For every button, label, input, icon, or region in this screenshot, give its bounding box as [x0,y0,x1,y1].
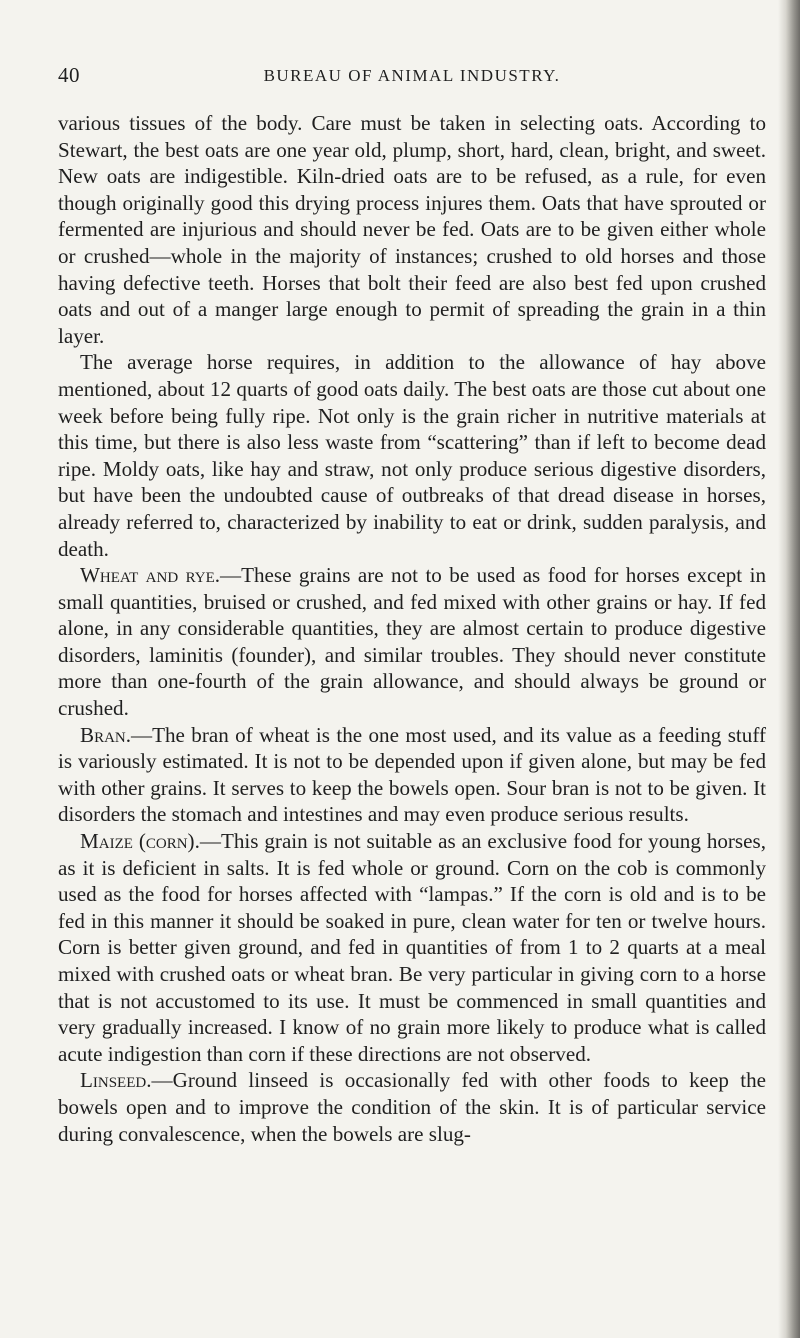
binding-shadow [778,0,800,1338]
paragraph-lead: Linseed. [80,1068,152,1093]
paragraph-lead: Maize (corn). [80,829,200,854]
paragraph-maize [58,828,766,1067]
paragraph-oats-selection [58,110,766,349]
body-text [58,110,766,1147]
paragraph-text: —These grains are not to be used as food for horses except in small quantities, bruised or crushed, and fed mixed with other grains or hay. If fed alone, in any considerable quantities, they are almost certain to produce digestive disorders, laminitis (founder), and similar troubles. They should never constitute more than one-fourth of the grain allowance, and should always be ground or crushed. [58,563,766,721]
paragraph-bran [58,722,766,828]
page-number: 40 [58,63,80,87]
paragraph-oats-quantity [58,349,766,562]
paragraph-wheat-rye [58,562,766,722]
paragraph-text: —This grain is not suitable as an exclusive food for young horses, as it is deficient in salts. It is fed whole or ground. Corn on the cob is commonly used as the food for horses affected with “lampas.” If the corn is old and is to be fed in this manner it should be soaked in pure, clean water for ten or twelve hours. Corn is better given ground, and fed in quantities of from 1 to 2 quarts at a meal mixed with crushed oats or wheat bran. Be very particular in giving corn to a horse that is not accustomed to its use. It must be commenced in small quantities and very gradually increased. I know of no grain more likely to produce what is called acute indigestion than corn if these directions are not observed. [58,829,766,1066]
paragraph-lead: Wheat and rye. [80,563,221,588]
paragraph-linseed [58,1067,766,1147]
running-title: BUREAU OF ANIMAL INDUSTRY. [263,66,561,85]
paragraph-lead: Bran. [80,722,132,747]
paragraph-text: various tissues of the body. Care must be taken in selecting oats. According to Stewart, the best oats are one year old, plump, short, hard, clean, bright, and sweet. New oats are indigestible. Kiln-dried oats are to be refused, as a rule, for even though originally good this drying process injures them. Oats that have sprouted or fermented are injurious and should never be fed. Oats are to be given either whole or crushed—whole in the majority of instances; crushed to old horses and those having defective teeth. Horses that bolt their feed are also best fed upon crushed oats and out of a manger large enough to permit of spreading the grain in a thin layer. [58,111,766,348]
paragraph-text: —The bran of wheat is the one most used, and its value as a feeding stuff is variously estimated. It is not to be depended upon if given alone, but may be fed with other grains. It serves to keep the bowels open. Sour bran is not to be given. It disorders the stomach and intestines and may even produce serious results. [58,722,766,827]
paragraph-text: The average horse requires, in addition to the allowance of hay above mentioned, about 12 quarts of good oats daily. The best oats are those cut about one week before being fully ripe. Not only is the grain richer in nutritive materials at this time, but there is also less waste from “scattering” than if left to become dead ripe. Moldy oats, like hay and straw, not only produce serious digestive disorders, but have been the undoubted cause of outbreaks of that dread disease in horses, already referred to, characterized by inability to eat or drink, sudden paralysis, and death. [58,350,766,561]
page-header [58,63,766,91]
paragraph-text: —Ground linseed is occasionally fed with other foods to keep the bowels open and to improve the condition of the skin. It is of particular service during convalescence, when the bowels are slug- [58,1068,766,1146]
